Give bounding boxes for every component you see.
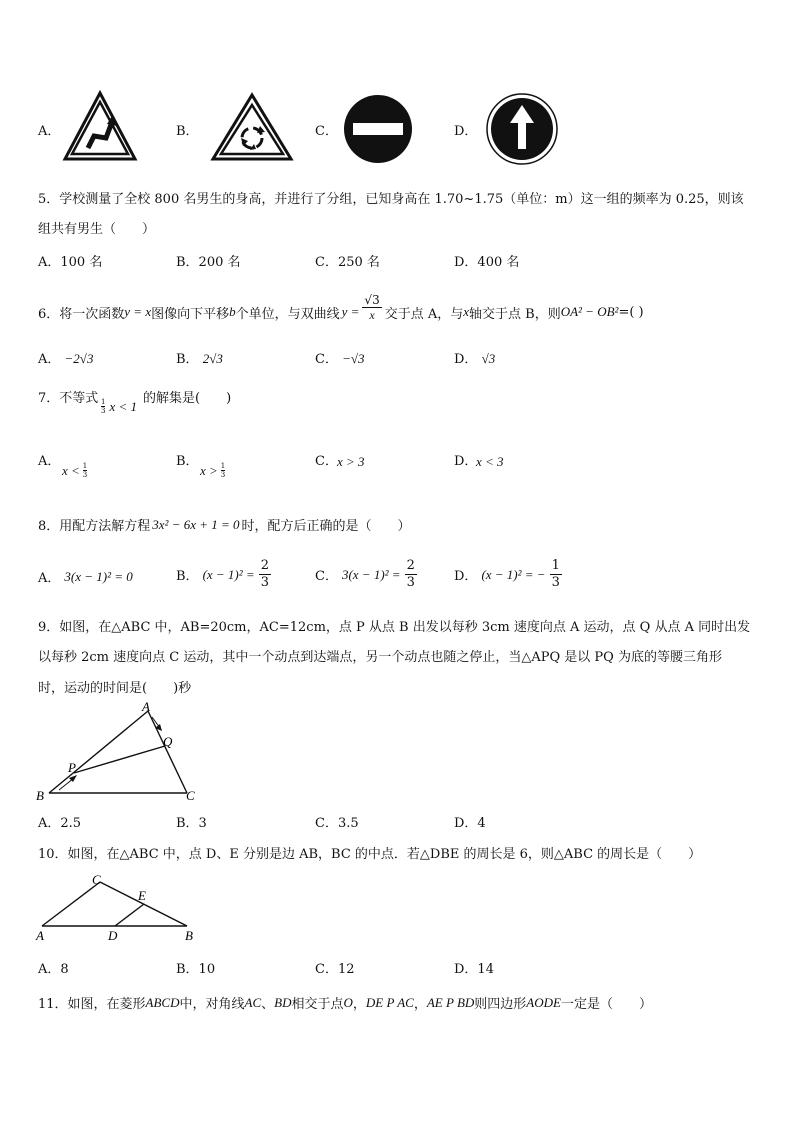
q8-option-d <box>454 558 562 591</box>
q8-option-c-den: 3 <box>406 575 415 590</box>
q8-option-b <box>176 558 271 591</box>
q11-point-o: O <box>343 994 353 1010</box>
q9-stem-line3: 时，运动的时间是( )秒 <box>38 681 192 696</box>
q8-option-c-num: 2 <box>406 558 415 573</box>
q6-stem <box>38 293 644 327</box>
q7-stem-end: 的解集是( ) <box>143 391 232 406</box>
q6-option-c <box>315 348 365 367</box>
q11-comma-1: ， <box>352 997 366 1012</box>
q9-stem-line2: 以每秒 2cm 速度向点 C 运动，其中一个动点到达端点，另一个动点也随之停止，当△APQ 是以 PQ 为底的等腰三角形 <box>38 650 722 665</box>
q6-option-d-value: √3 <box>481 351 496 366</box>
q7-option-b-fraction-num: 1 <box>220 462 226 470</box>
q6-option-c-value: −√3 <box>342 351 365 366</box>
q7-option-b-value <box>200 462 225 479</box>
q7-inequality <box>101 398 137 415</box>
q7-option-a-fraction <box>83 462 87 479</box>
no-entry-sign <box>343 94 413 164</box>
q8-equation: 3x² − 6x + 1 = 0 <box>152 516 240 532</box>
roundabout-warning-sign <box>210 92 294 162</box>
q10-label-d: D <box>108 928 118 943</box>
q8-option-b-num: 2 <box>260 558 269 573</box>
q6-stem-part4: 交于点 A，与 <box>384 306 464 322</box>
q8-option-a <box>38 567 133 586</box>
q6-option-c-letter: C． <box>315 352 338 367</box>
q10-option-c: C．12 <box>315 962 355 977</box>
q6-option-a-letter: A． <box>38 352 61 367</box>
q7-option-c-value: x > 3 <box>337 454 365 469</box>
q6-option-a <box>38 348 93 367</box>
q6-stem-part6: =( ) <box>618 304 644 320</box>
q8-option-b-den: 3 <box>260 575 269 590</box>
q7-option-b-letter: B． <box>176 454 199 469</box>
q4-option-b-letter: B． <box>176 124 199 139</box>
q11-quadrilateral-name: AODE <box>526 994 561 1010</box>
q9-option-a: A．2.5 <box>38 816 82 831</box>
q10-option-d: D．14 <box>454 962 494 977</box>
q5-option-d: D．400 名 <box>454 255 520 270</box>
q9-arrowhead-q <box>155 724 162 731</box>
q8-stem <box>38 515 411 534</box>
q11-stem-part5: 一定是（ ） <box>560 997 652 1012</box>
q4-option-a-letter: A． <box>38 124 61 139</box>
q6-stem-part3: 个单位，与双曲线 <box>235 306 340 322</box>
q9-label-p: P <box>68 760 76 775</box>
q8-option-b-lhs: (x − 1)² = <box>202 566 255 582</box>
q11-stem-part3: 相交于点 <box>291 997 344 1012</box>
q8-option-a-value: 3(x − 1)² = 0 <box>64 568 133 584</box>
q11-diagonal-bd: BD <box>274 994 292 1010</box>
q11-condition-de-ac: DE P AC <box>365 994 414 1010</box>
q9-segment-pq <box>74 746 165 773</box>
q8-option-d-lhs: (x − 1)² = − <box>481 566 546 582</box>
q8-stem-part2: 时，配方后正确的是（ ） <box>241 519 411 534</box>
q10-label-a: A <box>36 928 44 943</box>
q6-x-axis-var: x <box>463 304 470 319</box>
q8-stem-part1: 8．用配方法解方程 <box>38 519 151 534</box>
q10-stem: 10．如图，在△ABC 中，点 D、E 分别是边 AB，BC 的中点．若△DBE 的周长是 6，则△ABC 的周长是（ ） <box>38 847 702 862</box>
q5-option-b: B．200 名 <box>176 255 241 270</box>
q9-option-b: B．3 <box>176 816 207 831</box>
q11-rhombus-name: ABCD <box>145 994 180 1010</box>
q7-option-c-letter: C． <box>315 454 338 469</box>
q6-stem-part5: 轴交于点 B，则 <box>469 306 561 322</box>
q8-option-b-fraction <box>259 558 271 591</box>
q9-label-a: A <box>142 700 150 714</box>
q6-hyperbola-lhs: y = <box>341 304 360 319</box>
q11-stem <box>38 993 652 1012</box>
q6-hyperbola-numerator: √3 <box>364 293 380 307</box>
q10-label-b: B <box>185 928 193 943</box>
q9-label-c: C <box>186 788 195 803</box>
q7-option-a-value <box>62 462 87 479</box>
q9-side-ba <box>49 711 148 793</box>
q10-label-e: E <box>138 888 146 903</box>
q10-triangle-figure <box>34 870 204 946</box>
q11-diagonal-ac: AC <box>244 994 262 1010</box>
q7-inequality-fraction-den: 3 <box>101 407 106 415</box>
q10-segment-de <box>115 904 144 926</box>
q9-label-q: Q <box>163 734 173 749</box>
q5-option-a: A．100 名 <box>38 255 103 270</box>
q6-option-b-value: 2√3 <box>202 351 223 366</box>
q4-option-c-letter: C． <box>315 124 338 139</box>
q5-stem-line2: 组共有男生（ ） <box>38 222 156 237</box>
q8-option-c-letter: C． <box>315 569 338 584</box>
q6-shift-b: b <box>229 304 236 319</box>
q11-condition-ae-bd: AE P BD <box>426 994 475 1010</box>
q9-side-ac <box>148 711 187 793</box>
q7-inequality-fraction-num: 1 <box>101 398 106 406</box>
q7-option-b-fraction-den: 3 <box>220 471 226 479</box>
q6-hyperbola-fraction <box>362 293 381 323</box>
q7-option-b-fraction <box>221 462 225 479</box>
q10-option-a: A．8 <box>38 962 69 977</box>
q11-stem-part4: 则四边形 <box>474 997 527 1012</box>
q8-option-d-letter: D． <box>454 569 478 584</box>
q6-stem-part2: 图像向下平移 <box>151 306 230 322</box>
q8-option-b-letter: B． <box>176 569 199 584</box>
q10-label-c: C <box>92 872 101 887</box>
q11-stem-part1: 11．如图，在菱形 <box>38 997 146 1012</box>
q7-option-a-letter: A． <box>38 454 61 469</box>
q4-option-d-letter: D． <box>454 124 478 139</box>
q8-option-d-den: 3 <box>551 575 560 590</box>
q6-stem-part1: 6．将一次函数 <box>38 306 125 322</box>
q7-option-b-lhs: x > <box>200 462 218 478</box>
q9-label-b: B <box>36 788 44 803</box>
q11-comma-2: ， <box>413 997 427 1012</box>
q6-expression: OA² − OB² <box>560 304 619 319</box>
q8-option-c <box>315 558 417 591</box>
q7-option-a-lhs: x < <box>62 462 80 478</box>
q7-inequality-rest: x < 1 <box>109 398 138 414</box>
q5-stem-line1: 5．学校测量了全校 800 名男生的身高，并进行了分组，已知身高在 1.70~1.75（单位：m）这一组的频率为 0.25，则该 <box>38 192 744 207</box>
q9-option-c: C．3.5 <box>315 816 359 831</box>
q6-option-d <box>454 348 495 367</box>
q11-stem-part2: 中，对角线 <box>179 997 245 1012</box>
q9-stem-line1: 9．如图，在△ABC 中，AB=20cm，AC=12cm，点 P 从点 B 出发以每秒 3cm 速度向点 A 运动，点 Q 从点 A 同时出发 <box>38 620 751 635</box>
q7-stem-label: 7．不等式 <box>38 391 99 406</box>
q6-option-d-letter: D． <box>454 352 478 367</box>
q7-inequality-fraction <box>101 398 105 415</box>
q7-option-d-letter: D． <box>454 454 478 469</box>
q8-option-a-letter: A． <box>38 571 61 586</box>
q10-side-ac <box>42 882 100 926</box>
q9-option-d: D．4 <box>454 816 486 831</box>
q6-hyperbola-denominator: x <box>369 308 375 322</box>
q7-option-a-fraction-den: 3 <box>82 471 88 479</box>
q6-linear-function: y = x <box>124 304 152 319</box>
q6-option-a-value: −2√3 <box>64 351 94 366</box>
q8-option-d-fraction <box>550 558 562 591</box>
q6-option-b-letter: B． <box>176 352 199 367</box>
q10-option-b: B．10 <box>176 962 216 977</box>
straight-ahead-sign <box>486 93 558 165</box>
q5-option-c: C．250 名 <box>315 255 380 270</box>
q6-option-b <box>176 348 223 367</box>
q11-separator: 、 <box>261 997 275 1012</box>
q8-option-c-fraction <box>405 558 417 591</box>
double-bend-warning-sign <box>62 90 138 162</box>
q9-triangle-figure <box>30 700 210 805</box>
q8-option-d-num: 1 <box>551 558 560 573</box>
q7-option-a-fraction-num: 1 <box>82 462 88 470</box>
q8-option-c-lhs: 3(x − 1)² = <box>341 566 401 582</box>
q7-option-d-value: x < 3 <box>476 454 504 469</box>
